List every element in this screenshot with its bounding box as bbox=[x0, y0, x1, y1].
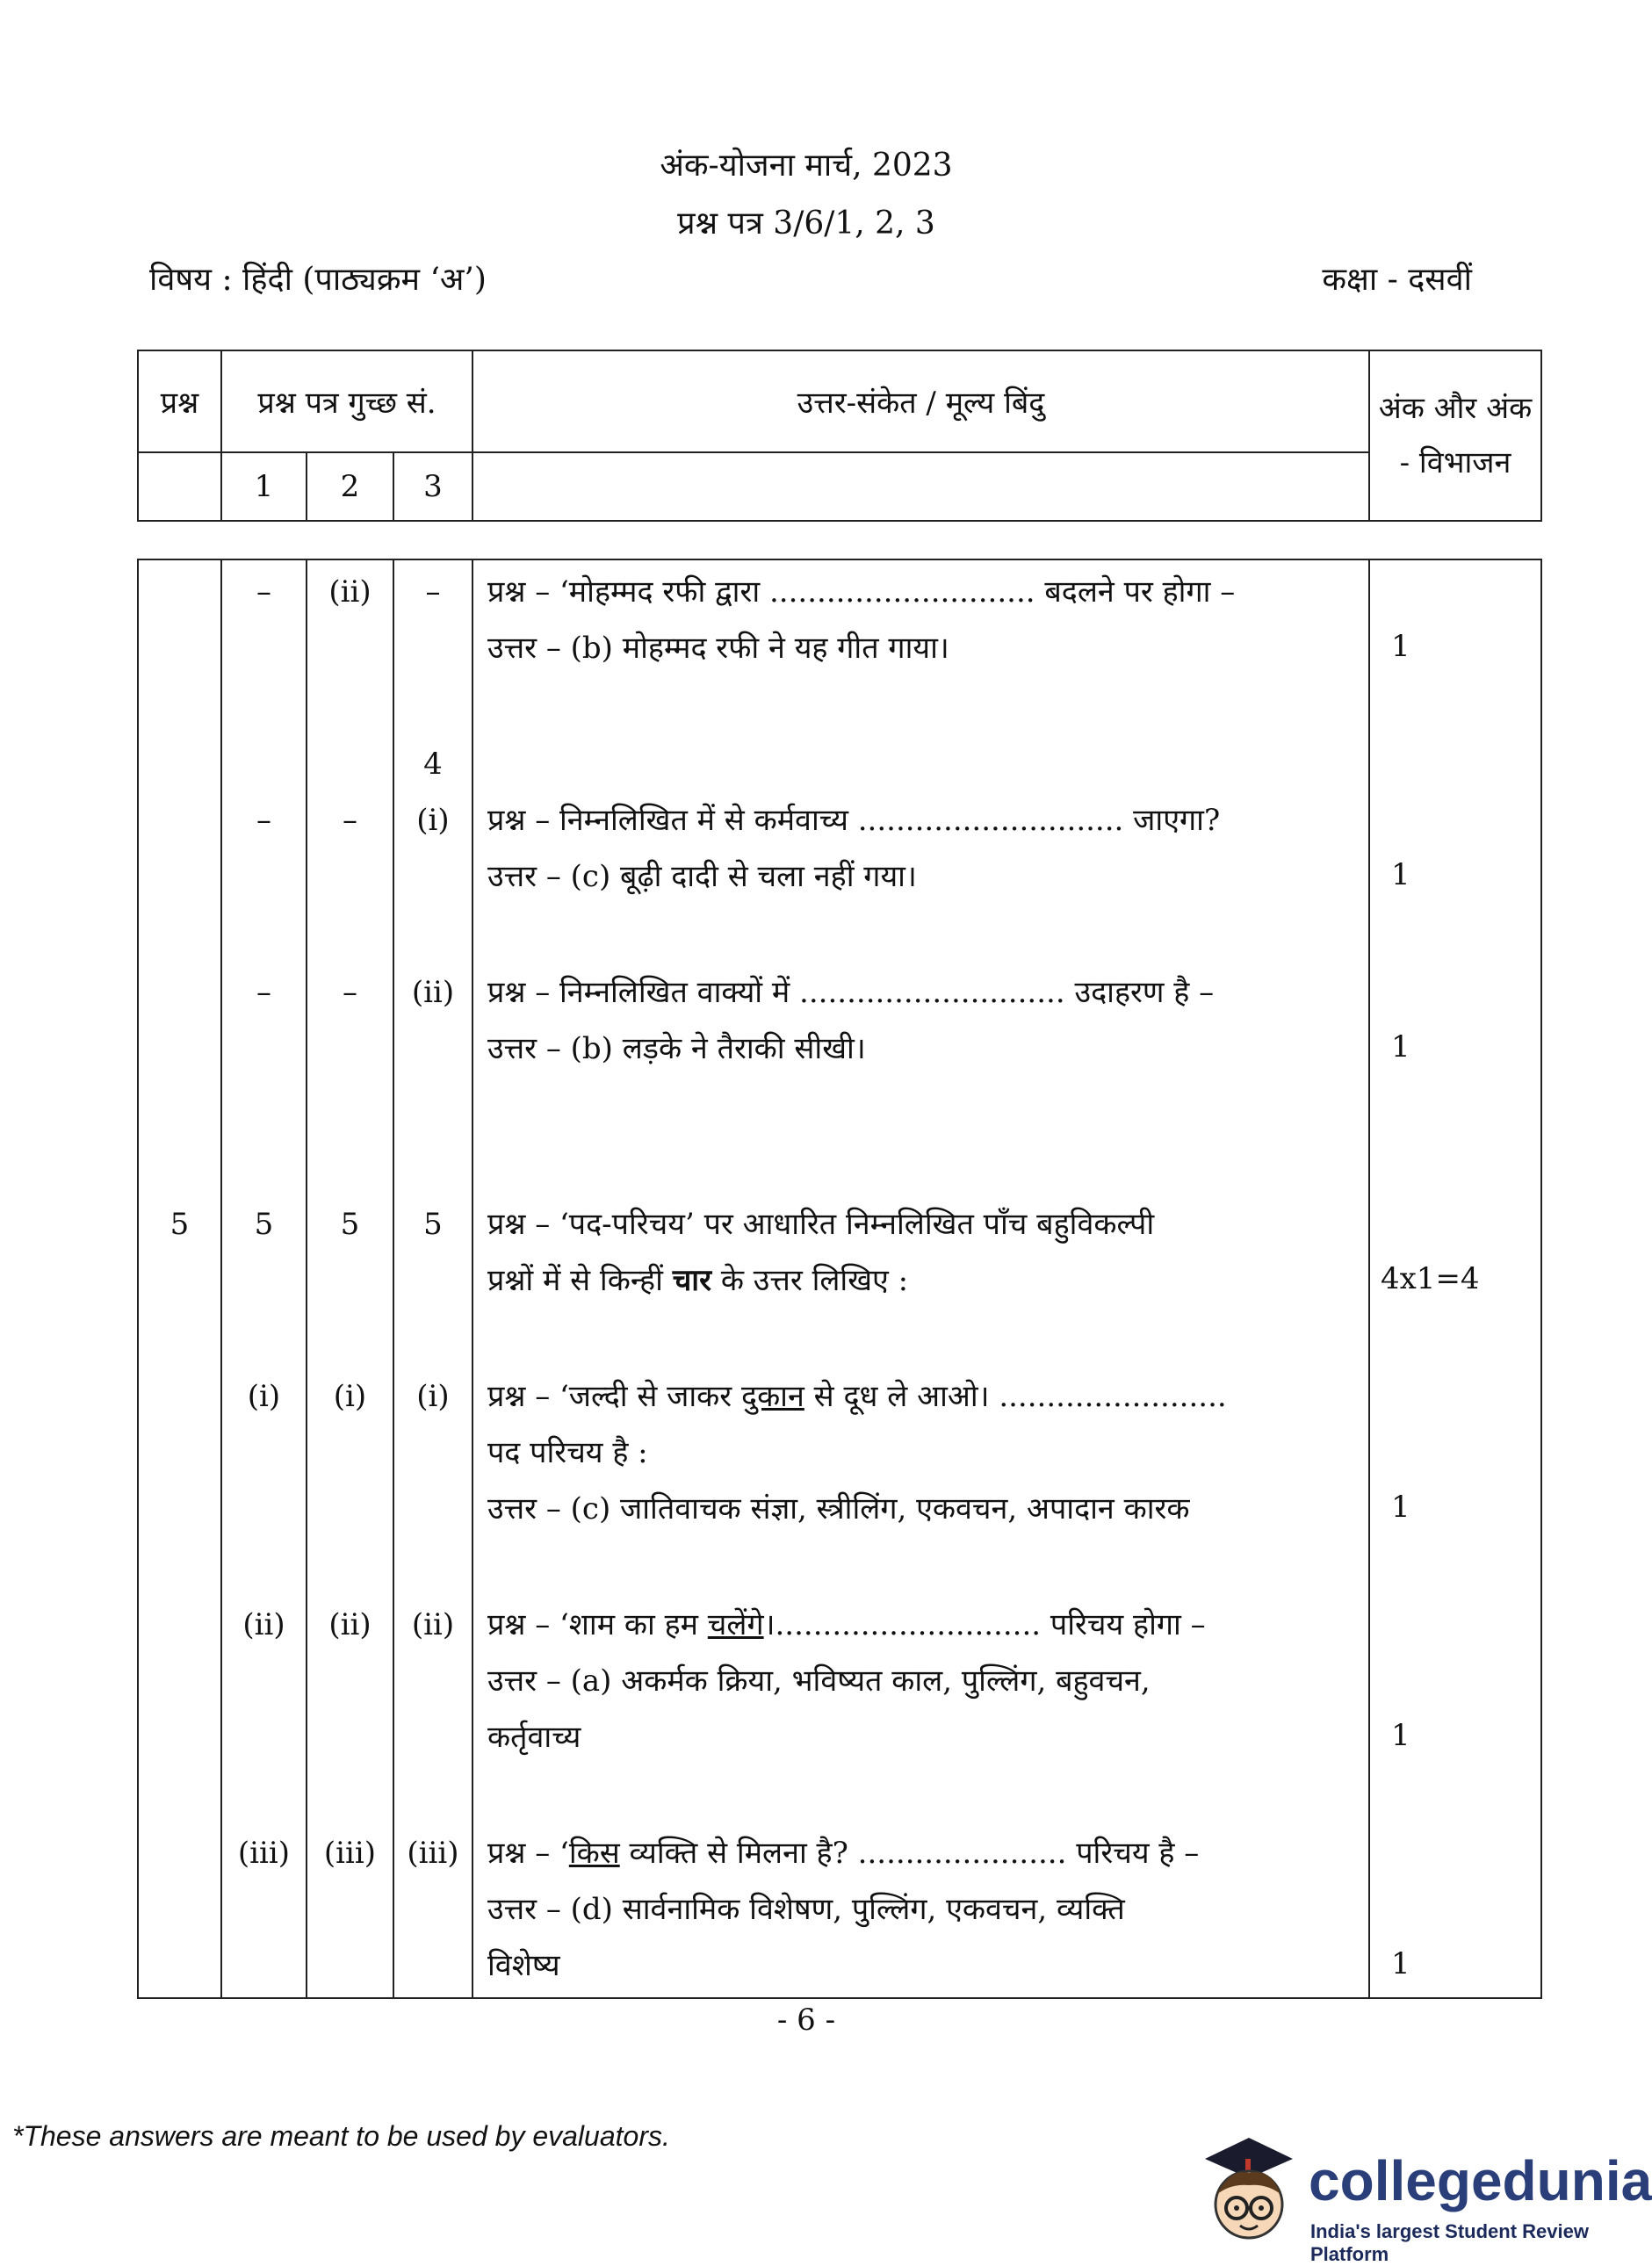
doc-title: अंक-योजना मार्च, 2023 bbox=[660, 148, 953, 184]
mark-value: 1 bbox=[1369, 961, 1541, 1080]
set2-num: (ii) bbox=[307, 1593, 393, 1769]
answer-cell bbox=[473, 961, 1369, 1080]
set3-num: – bbox=[393, 559, 473, 680]
subject-label: विषय : हिंदी (पाठ्यक्रम ‘अ’) bbox=[149, 262, 487, 298]
underlined-word: चलेंगे bbox=[707, 1607, 764, 1642]
table-row bbox=[138, 1193, 1541, 1312]
q-num bbox=[138, 559, 221, 680]
question-line: प्रश्न – ‘शाम का हम चलेंगे।............................ परिचय होगा – bbox=[487, 1607, 1206, 1642]
answer-cell bbox=[473, 1593, 1369, 1769]
set2-num: (i) bbox=[307, 1365, 393, 1541]
mark-value: 1 bbox=[1369, 559, 1541, 680]
question-line: प्रश्न – ‘मोहम्मद रफी द्वारा ............................ बदलने पर होगा – bbox=[487, 574, 1236, 610]
col-marks: अंक और अंक - विभाजन bbox=[1369, 350, 1541, 521]
set3-num: (i) bbox=[393, 1365, 473, 1541]
table-row bbox=[138, 1365, 1541, 1541]
set2-num: – bbox=[307, 732, 393, 908]
collegedunia-logo[interactable] bbox=[1196, 2132, 1652, 2265]
set1-num: – bbox=[221, 961, 307, 1080]
q-num bbox=[138, 1593, 221, 1769]
question-line: प्रश्न – ‘जल्दी से जाकर दुकान से दूध ले आओ। ........................ bbox=[487, 1379, 1227, 1414]
underlined-word: दुकान bbox=[741, 1379, 804, 1414]
set3-num: 5 bbox=[393, 1193, 473, 1312]
mark-value: 1 bbox=[1369, 1822, 1541, 1998]
answer-cell bbox=[473, 1365, 1369, 1541]
col-answer: उत्तर-संकेत / मूल्य बिंदु bbox=[473, 350, 1369, 452]
answer-cell bbox=[473, 559, 1369, 680]
col-question: प्रश्न bbox=[138, 350, 221, 452]
answer-line: उत्तर – (c) जातिवाचक संज्ञा, स्त्रीलिंग, एकवचन, अपादान कारक bbox=[487, 1491, 1190, 1526]
set2-num: (iii) bbox=[307, 1822, 393, 1998]
brand-name: collegedunia bbox=[1309, 2149, 1652, 2212]
answer-cell bbox=[473, 732, 1369, 908]
answer-line: उत्तर – (b) लड़के ने तैराकी सीखी। bbox=[487, 1031, 866, 1066]
answer-line: उत्तर – (c) बूढ़ी दादी से चला नहीं गया। bbox=[487, 859, 917, 894]
set1-num: 5 bbox=[221, 1193, 307, 1312]
set1-num: – bbox=[221, 732, 307, 908]
bold-word: चार bbox=[672, 1263, 711, 1298]
mark-value: 1 bbox=[1369, 732, 1541, 908]
question-line: प्रश्न – निम्नलिखित में से कर्मवाच्य ............................ जाएगा? bbox=[487, 803, 1221, 838]
mark-value: 1 bbox=[1369, 1365, 1541, 1541]
set1-num: (iii) bbox=[221, 1822, 307, 1998]
set3-num: 4 (i) bbox=[393, 732, 473, 908]
answer-line: उत्तर – (a) अकर्मक क्रिया, भविष्यत काल, पुल्लिंग, बहुवचन, bbox=[487, 1663, 1151, 1699]
table-row bbox=[138, 961, 1541, 1080]
question-line: प्रश्न – ‘किस व्यक्ति से मिलना है? ...................... परिचय है – bbox=[487, 1836, 1200, 1871]
set3-num: (iii) bbox=[393, 1822, 473, 1998]
table-row bbox=[138, 1593, 1541, 1769]
q-num: 5 bbox=[138, 1193, 221, 1312]
table-row bbox=[138, 1822, 1541, 1998]
set-1: 1 bbox=[221, 452, 307, 521]
q-num bbox=[138, 1822, 221, 1998]
answer-cell bbox=[473, 1822, 1369, 1998]
set1-num: – bbox=[221, 559, 307, 680]
set3-num: (ii) bbox=[393, 1593, 473, 1769]
table-row bbox=[138, 559, 1541, 680]
q-num bbox=[138, 961, 221, 1080]
underlined-word: किस bbox=[568, 1836, 620, 1871]
set-2: 2 bbox=[307, 452, 393, 521]
question-line: प्रश्न – निम्नलिखित वाक्यों में ............................ उदाहरण है – bbox=[487, 975, 1215, 1010]
question-line-2: पद परिचय है : bbox=[487, 1435, 648, 1470]
answer-line-2: विशेष्य bbox=[487, 1948, 560, 1983]
set3-num: (ii) bbox=[393, 961, 473, 1080]
answer-blank bbox=[473, 452, 1369, 521]
table-row bbox=[138, 732, 1541, 908]
q-num bbox=[138, 732, 221, 908]
answer-table bbox=[137, 559, 1542, 1999]
paper-code: प्रश्न पत्र 3/6/1, 2, 3 bbox=[677, 206, 935, 242]
question-line: प्रश्न – ‘पद-परिचय’ पर आधारित निम्नलिखित पाँच बहुविकल्पी bbox=[487, 1207, 1155, 1242]
set-3: 3 bbox=[393, 452, 473, 521]
instruction-line: प्रश्नों में से किन्हीं चार के उत्तर लिखिए : bbox=[487, 1263, 909, 1298]
mark-value: 4x1=4 bbox=[1369, 1193, 1541, 1312]
answer-cell bbox=[473, 1193, 1369, 1312]
set2-num: – bbox=[307, 961, 393, 1080]
set-blank bbox=[138, 452, 221, 521]
brand-tagline: India's largest Student Review Platform bbox=[1310, 2220, 1589, 2265]
set1-num: (i) bbox=[221, 1365, 307, 1541]
mark-value: 1 bbox=[1369, 1593, 1541, 1769]
answer-line: उत्तर – (d) सार्वनामिक विशेषण, पुल्लिंग, एकवचन, व्यक्ति bbox=[487, 1892, 1125, 1927]
q-num bbox=[138, 1365, 221, 1541]
footnote: *These answers are meant to be used by evaluators. bbox=[12, 2120, 670, 2152]
set2-num: (ii) bbox=[307, 559, 393, 680]
page-number: - 6 - bbox=[776, 2003, 836, 2038]
class-label: कक्षा - दसवीं bbox=[1322, 262, 1472, 298]
set2-num: 5 bbox=[307, 1193, 393, 1312]
col-set-numbers: प्रश्न पत्र गुच्छ सं. bbox=[221, 350, 473, 452]
answer-line: उत्तर – (b) मोहम्मद रफी ने यह गीत गाया। bbox=[487, 631, 949, 666]
answer-line-2: कर्तृवाच्य bbox=[487, 1720, 581, 1755]
header-table bbox=[137, 350, 1542, 522]
student-mascot-icon bbox=[1196, 2132, 1302, 2255]
set1-num: (ii) bbox=[221, 1593, 307, 1769]
